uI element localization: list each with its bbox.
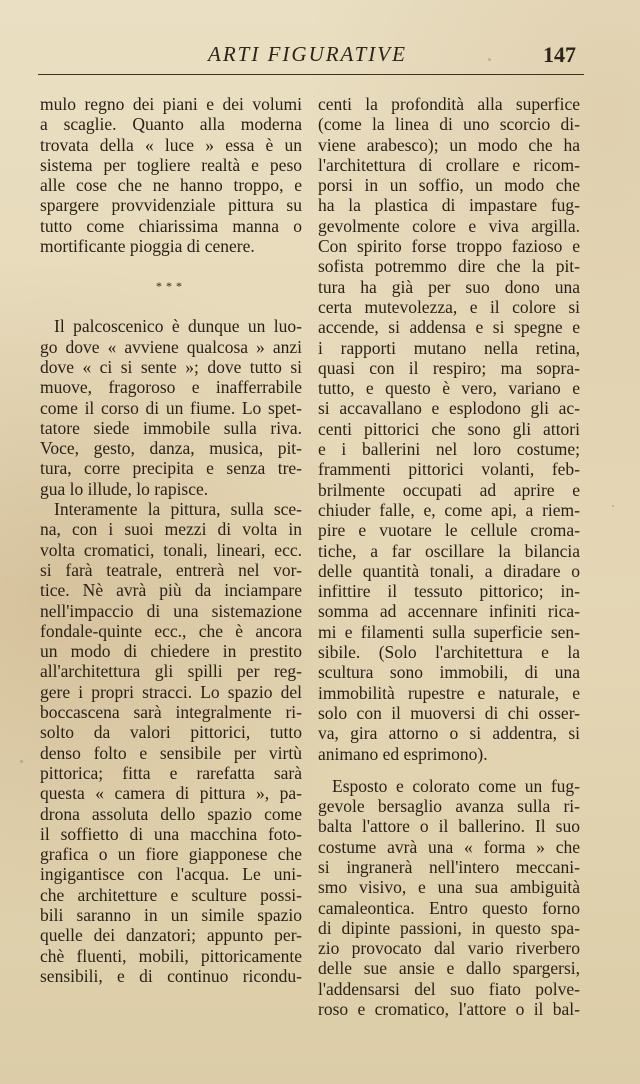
text-line: sibile. (Solo l'architettura e la bbox=[318, 642, 580, 663]
text-line: l'architettura di crollare e ricom- bbox=[318, 154, 580, 175]
left-column bbox=[40, 94, 302, 986]
text-line: gere i propri stracci. Lo spazio del bbox=[40, 681, 302, 702]
text-line: va, gira attorno o si addentra, si bbox=[318, 723, 580, 744]
text-line: ha la plastica di impastare fug- bbox=[318, 195, 580, 216]
text-line: si farà teatrale, entrerà nel vor- bbox=[40, 559, 302, 580]
text-line: Interamente la pittura, sulla sce- bbox=[54, 499, 302, 520]
text-line: Esposto e colorato come un fug- bbox=[332, 775, 580, 796]
text-line: na, con i suoi mezzi di volta in bbox=[40, 519, 302, 540]
text-line: boccascena sarà integralmente ri- bbox=[40, 702, 302, 723]
running-head bbox=[40, 40, 580, 70]
text-line: un modo di chiedere in prestito bbox=[40, 641, 302, 662]
text-line: dove « ci si sente »; dove tutto si bbox=[40, 356, 302, 377]
text-line: drona assoluta dello spazio come bbox=[40, 803, 302, 824]
paper-speck bbox=[20, 760, 23, 763]
text-line: Il palcoscenico è dunque un luo- bbox=[54, 316, 302, 337]
page-number: 147 bbox=[543, 42, 576, 67]
text-line: animano ed esprimono). bbox=[318, 743, 488, 764]
text-line: viene arabesco); un modo che ha bbox=[318, 134, 580, 155]
text-line: mi e filamenti sulla superficie sen- bbox=[318, 621, 580, 642]
paragraph bbox=[40, 316, 302, 499]
section-separator: *** bbox=[156, 279, 186, 294]
text-line: gevole bersaglio avanza sulla ri- bbox=[318, 796, 580, 817]
text-line: l'addensarsi del suo fiato polve- bbox=[318, 978, 580, 999]
text-line: zio provocato dal vario riverbero bbox=[318, 938, 580, 959]
paragraph-gap bbox=[318, 764, 580, 776]
text-line: chiuder falle, e, come api, a riem- bbox=[318, 499, 580, 520]
text-line: muove, fragoroso e inafferrabile bbox=[40, 377, 302, 398]
text-line: Con spirito forse troppo fazioso e bbox=[318, 236, 580, 257]
text-line: chè fluenti, mobili, pittoricamente bbox=[40, 945, 302, 966]
text-line: solo con il muoversi di chi osser- bbox=[318, 702, 580, 723]
text-line: come il corso di un fiume. Lo spet- bbox=[40, 397, 302, 418]
text-line: (come la linea di uno scorcio di- bbox=[318, 114, 580, 135]
text-line: quelle dei danzatori; appunto per- bbox=[40, 925, 302, 946]
text-line: fondale-quinte ecc., che è ancora bbox=[40, 620, 302, 641]
text-line: ingigantisce con l'acqua. Le uni- bbox=[40, 864, 302, 885]
text-line: tice. Nè avrà più da inciampare bbox=[40, 580, 302, 601]
paragraph bbox=[318, 776, 580, 1020]
text-line: i rapporti mutano nella retina, bbox=[318, 337, 580, 358]
text-line: balta l'attore o il ballerino. Il suo bbox=[318, 816, 580, 837]
text-line: pittorica; fitta e rarefatta sarà bbox=[40, 762, 302, 783]
text-line: che architetture e sculture possi- bbox=[40, 884, 302, 905]
text-line: tura ha già per suo dono una bbox=[318, 276, 580, 297]
text-line: gevolmente colore e viva argilla. bbox=[318, 215, 580, 236]
text-line: di dipinte passioni, in questo spa- bbox=[318, 917, 580, 938]
text-line: infittire il tessuto pittorico; in- bbox=[318, 581, 580, 602]
text-line: centi la profondità alla superfice bbox=[318, 94, 580, 114]
text-line: gua lo illude, lo rapisce. bbox=[40, 478, 209, 499]
text-line: tutto, e questo è vero, variano e bbox=[318, 378, 580, 399]
text-line: tura, corre precipita e senza tre- bbox=[40, 458, 302, 479]
text-line: Voce, gesto, danza, musica, pit- bbox=[40, 438, 302, 459]
text-line: alle cose che ne hanno troppo, e bbox=[40, 175, 302, 196]
text-line: scultura sono immobili, di una bbox=[318, 662, 580, 683]
text-line: pire e vuotare le cellule croma- bbox=[318, 520, 580, 541]
text-line: e i ballerini nel loro costume; bbox=[318, 439, 580, 460]
text-line: solto da valori pittorici, tutto bbox=[40, 722, 302, 743]
paragraph bbox=[40, 94, 302, 256]
text-line: frammenti pittorici volanti, feb- bbox=[318, 459, 580, 480]
text-line: smo visivo, e una sua ambiguità bbox=[318, 877, 580, 898]
text-line: mulo regno dei piani e dei volumi bbox=[40, 94, 302, 114]
text-line: si accavallano e esplodono gli ac- bbox=[318, 398, 580, 419]
text-line: camaleontica. Entro questo forno bbox=[318, 897, 580, 918]
right-column bbox=[318, 94, 580, 1019]
text-line: trovata della « luce » essa è un bbox=[40, 134, 302, 155]
text-line: costume avrà una « forma » che bbox=[318, 836, 580, 857]
text-line: immobilità rupestre e naturale, e bbox=[318, 682, 580, 703]
text-line: tatore siede immobile sulla riva. bbox=[40, 417, 302, 438]
text-line: certa mutevolezza, e il colore si bbox=[318, 296, 580, 317]
text-line: volta cromatici, tonali, lineari, ecc. bbox=[40, 539, 302, 560]
text-line: accende, si addensa e si spegne e bbox=[318, 317, 580, 338]
header-rule bbox=[38, 74, 584, 75]
text-line: denso folto e sensibile per virtù bbox=[40, 742, 302, 763]
text-line: delle quantità tonali, a diradare o bbox=[318, 560, 580, 581]
text-line: mortificante pioggia di cenere. bbox=[40, 236, 255, 257]
text-line: somma ad accennare infiniti rica- bbox=[318, 601, 580, 622]
text-line: questa « camera di pittura », pa- bbox=[40, 783, 302, 804]
text-line: il soffietto di una macchina foto- bbox=[40, 823, 302, 844]
text-line: spargere provvidenziale pittura su bbox=[40, 195, 302, 216]
text-line: sistema per togliere realtà e peso bbox=[40, 154, 302, 175]
text-line: brilmente occupati ad aprire e bbox=[318, 479, 580, 500]
running-title: ARTI FIGURATIVE bbox=[208, 42, 407, 66]
text-line: delle sue ansie e dallo spargersi, bbox=[318, 958, 580, 979]
text-line: tiche, a far oscillare la bilancia bbox=[318, 540, 580, 561]
text-line: centi pittorici che sono gli attori bbox=[318, 418, 580, 439]
paragraph bbox=[318, 94, 580, 764]
text-line: sensibili, e di continuo ricondu- bbox=[40, 965, 302, 986]
text-line: all'architettura gli spilli per reg- bbox=[40, 661, 302, 682]
text-line: tutto come chiarissima manna o bbox=[40, 215, 302, 236]
text-line: porsi in un soffio, un modo che bbox=[318, 175, 580, 196]
paragraph bbox=[40, 499, 302, 986]
text-line: a scaglie. Quanto alla moderna bbox=[40, 114, 302, 135]
text-line: sofista potremmo dire che la pit- bbox=[318, 256, 580, 277]
text-line: go dove « avviene qualcosa » anzi bbox=[40, 336, 302, 357]
text-line: nell'impaccio di una sistemazione bbox=[40, 600, 302, 621]
text-line: quasi con il respiro; ma sopra- bbox=[318, 357, 580, 378]
text-line: bili saranno in un simile spazio bbox=[40, 904, 302, 925]
text-line: si ingranerà nell'intero meccani- bbox=[318, 856, 580, 877]
text-line: roso e cromatico, l'attore o il bal- bbox=[318, 999, 580, 1020]
paper-speck bbox=[612, 505, 614, 507]
text-line: grafica o un fiore giapponese che bbox=[40, 844, 302, 865]
